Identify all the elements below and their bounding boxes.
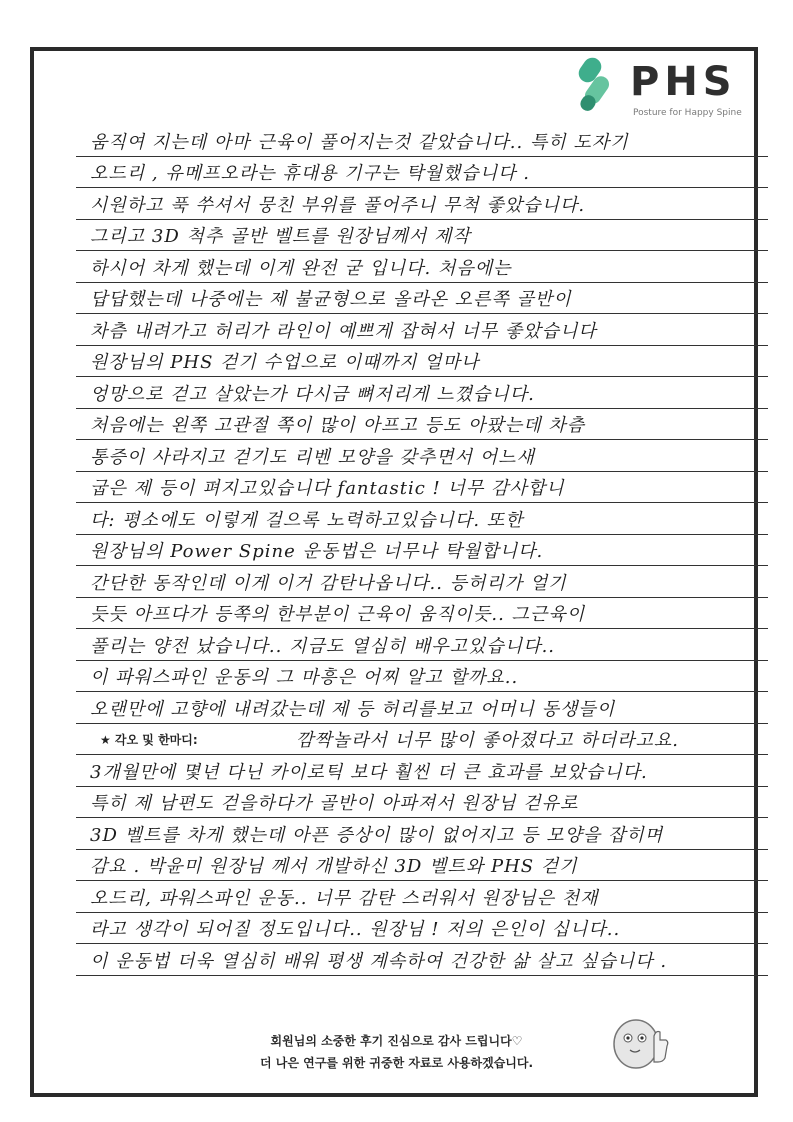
letter-line	[76, 409, 768, 441]
comment-text: 감요 . 박윤미 원장님 께서 개발하신 3D 벨트와 PHS 걷기	[90, 856, 578, 877]
comment-text: 3개월만에 몇년 다닌 카이로틱 보다 훨씬 더 큰 효과를 보았습니다.	[90, 761, 648, 783]
comment-text: 깜짝놀라서 너무 많이 좋아졌다고 하더라고요.	[296, 730, 679, 751]
letter-body	[76, 125, 768, 976]
comment-label: ★ 각오 및 한마디:	[100, 733, 198, 747]
letter-line	[76, 283, 768, 315]
phs-logo-icon	[575, 53, 625, 113]
letter-line	[76, 125, 768, 157]
brand-tagline: Posture for Happy Spine	[633, 108, 742, 118]
letter-text: 움직여 지는데 아마 근육이 풀어지는것 같았습니다.. 특히 도자기	[90, 131, 629, 153]
letter-text: 시원하고 푹 쑤셔서 뭉친 부위를 풀어주니 무척 좋았습니다.	[90, 194, 586, 216]
comment-line	[76, 818, 768, 850]
mascot-thumbs-up-icon	[610, 1000, 670, 1072]
letter-line	[76, 629, 768, 661]
comment-text: 이 운동법 더욱 열심히 배워 평생 계속하여 건강한 삶 살고 싶습니다 .	[90, 950, 668, 972]
letter-text: 답답했는데 나중에는 제 불균형으로 올라온 오른쪽 골반이	[90, 289, 572, 310]
letter-text: 풀리는 양전 났습니다.. 지금도 열심히 배우고있습니다..	[90, 635, 556, 657]
letter-text: 차츰 내려가고 허리가 라인이 예쁘게 잡혀서 너무 좋았습니다	[90, 320, 597, 342]
comment-line	[76, 787, 768, 819]
letter-text: 하시어 차게 했는데 이게 완전 굳 입니다. 처음에는	[90, 257, 512, 279]
letter-line	[76, 346, 768, 378]
letter-text: 굽은 제 등이 펴지고있습니다 fantastic ! 너무 감사합니	[90, 478, 565, 499]
letter-line	[76, 661, 768, 693]
letter-line	[76, 503, 768, 535]
comment-text: 라고 생각이 되어질 정도입니다.. 원장님 ! 저의 은인이 십니다..	[90, 919, 621, 940]
letter-text: 오랜만에 고향에 내려갔는데 제 등 허리를보고 어머니 동생들이	[90, 698, 616, 720]
letter-text: 엉망으로 걷고 살았는가 다시금 뼈저리게 느꼈습니다.	[90, 383, 535, 405]
comment-line	[76, 944, 768, 976]
comment-line	[76, 881, 768, 913]
letter-text: 처음에는 왼쪽 고관절 쪽이 많이 아프고 등도 아팠는데 차츰	[90, 415, 586, 436]
letter-text: 다: 평소에도 이렇게 걸으록 노력하고있습니다. 또한	[90, 509, 524, 531]
brand-name: PHS	[630, 59, 737, 105]
comment-line	[76, 755, 768, 787]
comment-text: 오드리, 파워스파인 운동.. 너무 감탄 스러워서 원장님은 천재	[90, 887, 599, 909]
footer-line-1: 회원님의 소중한 후기 진심으로 감사 드립니다♡	[270, 1034, 523, 1048]
letter-text: 그리고 3D 척추 골반 벨트를 원장님께서 제작	[90, 226, 471, 247]
phs-logo	[575, 53, 755, 123]
letter-line	[76, 251, 768, 283]
comment-text: 3D 벨트를 차게 했는데 아픈 증상이 많이 없어지고 등 모양을 잡히며	[90, 824, 664, 846]
letter-line	[76, 535, 768, 567]
comment-line	[76, 850, 768, 882]
letter-text: 원장님의 Power Spine 운동법은 너무나 탁월합니다.	[90, 541, 544, 562]
letter-line	[76, 566, 768, 598]
comment-line	[76, 913, 768, 945]
letter-line	[76, 440, 768, 472]
letter-line	[76, 692, 768, 724]
letter-line	[76, 598, 768, 630]
letter-line	[76, 188, 768, 220]
letter-text: 통증이 사라지고 걷기도 리벤 모양을 갖추면서 어느새	[90, 446, 535, 468]
letter-text: 오드리 , 유메프오라는 휴대용 기구는 탁월했습니다 .	[90, 163, 530, 184]
letter-line	[76, 220, 768, 252]
footer-message	[0, 1030, 793, 1074]
letter-line	[76, 377, 768, 409]
letter-text: 이 파워스파인 운동의 그 마흥은 어찌 알고 할까요..	[90, 667, 519, 688]
letter-text: 듯듯 아프다가 등쪽의 한부분이 근육이 움직이듯.. 그근육이	[90, 604, 586, 625]
letter-text: 간단한 동작인데 이게 이거 감탄나옵니다.. 등허리가 얼기	[90, 572, 567, 594]
letter-line	[76, 472, 768, 504]
comment-row	[76, 724, 768, 756]
letter-line	[76, 314, 768, 346]
letter-line	[76, 157, 768, 189]
letter-text: 원장님의 PHS 걷기 수업으로 이때까지 얼마나	[90, 352, 480, 373]
comment-text: 특히 제 남편도 걷을하다가 골반이 아파져서 원장님 걷유로	[90, 793, 579, 814]
footer-line-2: 더 나은 연구를 위한 귀중한 자료로 사용하겠습니다.	[259, 1056, 534, 1070]
